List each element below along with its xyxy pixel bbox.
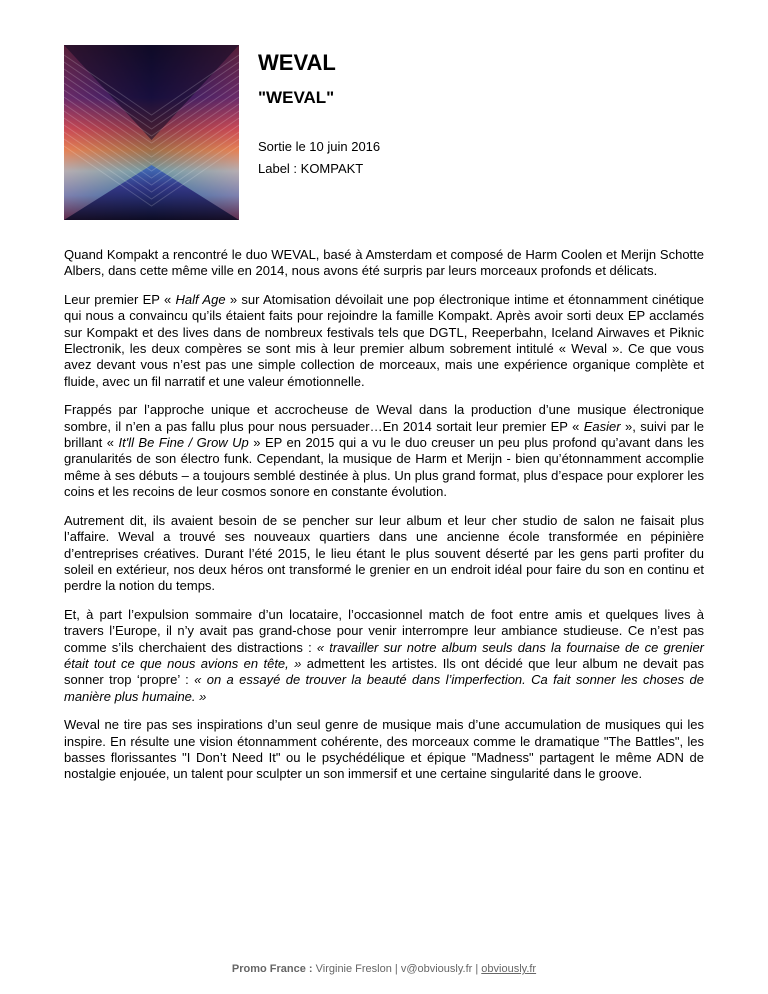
release-header (258, 50, 380, 180)
artist-name: WEVAL (258, 50, 336, 75)
record-label: Label : KOMPAKT (258, 161, 364, 176)
footer-contact (0, 963, 768, 975)
paragraph-4 (64, 513, 704, 595)
release-date: Sortie le 10 juin 2016 (258, 139, 381, 154)
text-run: Frappés par l’approche unique et accrocheuse de Weval dans la production d’une musique électronique sombre, il n’en a pas fallu plus pour nous persuader…En 2014 sortait leur premier EP « (64, 402, 704, 434)
press-release-body (64, 247, 704, 795)
album-cover (64, 45, 239, 220)
paragraph-2 (64, 292, 704, 390)
paragraph-1 (64, 247, 704, 280)
album-title: "WEVAL" (258, 88, 335, 107)
italic-text: Half Age (175, 291, 226, 307)
italic-text: Easier (583, 418, 621, 434)
album-cover-art (64, 45, 239, 220)
text-run: » EP en 2015 qui a vu le duo creuser un peu plus profond qu’avant dans les granularités de son électro funk. Cependant, la musique de Harm et Merijn - bien qu’étonnamment accomplie même à ses débuts – a toujours semblé destinée à plus. Un plus grand format, plus d’espace pour explorer les coins et les recoins de leur cosmos sonore en constante évolution. (64, 435, 704, 500)
paragraph-5 (64, 607, 704, 705)
italic-text: « on a essayé de trouver la beauté dans l’imperfection. Ca fait sonner les choses de manière plus humaine. » (64, 672, 704, 704)
text-run: » sur Atomisation dévoilait une pop électronique intime et étonnamment cinétique qui nous a convaincu qu’ils étaient faits pour rejoindre la famille Kompakt. Après avoir sorti deux EP acclamés sur Kompakt et des lives dans de nombreux festivals tels que DGTL, Reeperbahn, Iceland Airwaves et Piknic Electronik, les deux compères se sont mis à leur premier album sobrement intitulé « Weval ». Ce que vous avez devant vous n’est pas une simple collection de morceaux, mais une expérience organique complète et fluide, avec un fil narratif et une valeur émotionnelle. (64, 291, 704, 389)
paragraph-3 (64, 402, 704, 500)
text-run: Weval ne tire pas ses inspirations d’un seul genre de musique mais d’une accumulation de musiques qui les inspire. En résulte une vision étonnamment cohérente, des morceaux comme le dramatique "The Battles", les basses florissantes "I Don’t Need It" ou le psychédélique et épique "Madness" partagent le même ADN de nostalgie enjouée, un talent pour sculpter un son immersif et une certaine singularité dans le groove. (64, 717, 704, 782)
text-run: Autrement dit, ils avaient besoin de se pencher sur leur album et leur cher studio de salon ne faisait plus l’affaire. Weval a trouvé ses nouveaux quartiers dans une ancienne école transformée en pépinière d’entreprises créatives. Durant l’été 2015, le lieu étant le plus souvent déserté par les gens parti profiter du soleil en extérieur, nos deux héros ont transformé le grenier en un endroit idéal pour faire du son en continu et perdre la notion du temps. (64, 512, 704, 594)
italic-text: It'll Be Fine / Grow Up (118, 435, 249, 451)
release-meta (258, 136, 380, 180)
text-run: admettent les artistes. Ils ont décidé que leur album ne devait pas sonner trop ‘propre’ : (64, 655, 704, 688)
italic-text: « travailler sur notre album seuls dans la fournaise de ce grenier était tout ce que nous avions en tête, » (64, 639, 704, 671)
text-run: », suivi par le brillant « (64, 418, 705, 451)
text-run: Quand Kompakt a rencontré le duo WEVAL, basé à Amsterdam et composé de Harm Coolen et Merijn Schotte Albers, dans cette même ville en 2014, nous avons été surpris par leurs morceaux profonds et délicats. (64, 247, 704, 279)
promo-label: Promo France : (231, 963, 313, 975)
text-run: Leur premier EP « (64, 291, 176, 307)
paragraph-6 (64, 717, 704, 783)
website-link[interactable]: obviously.fr (481, 963, 537, 975)
text-run: Et, à part l’expulsion sommaire d’un locataire, l’occasionnel match de foot entre amis et quelques lives à travers l’Europe, il n’y avait pas grand-chose pour venir interrompre leur ambiance studieuse. Ce n’est pas comme s’ils cherchaient des distractions : (64, 606, 704, 655)
contact-info: Virginie Freslon | v@obviously.fr | (312, 963, 482, 975)
